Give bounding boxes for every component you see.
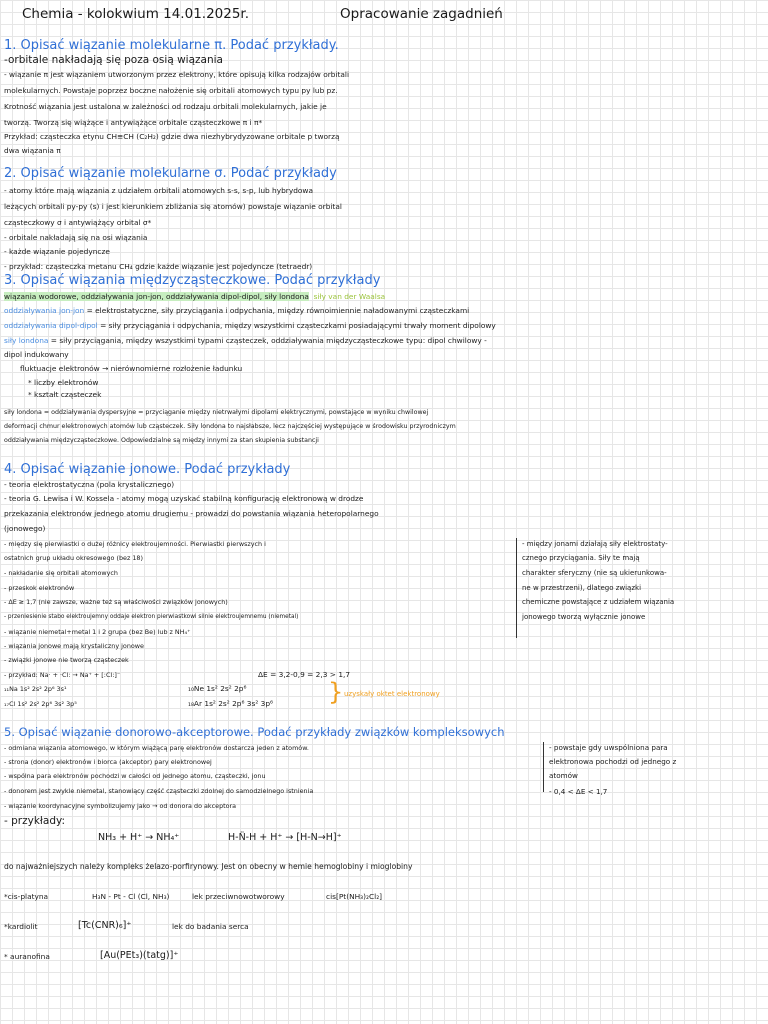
s4-line: - między się pierwiastki o dużej różnicy elektroujemności. Pierwiastki pierwszych i (4, 540, 266, 548)
s5-line: - odmiana wiązania atomowego, w którym wiążącą parę elektronów dostarcza jeden z atomów. (4, 744, 309, 752)
s3-line: fluktuacje elektronów → nierównomierne rozłożenie ładunku (20, 364, 243, 373)
s4-line: przekazania elektronów jednego atomu drugiemu - prowadzi do powstania wiązania heteropolarnego (4, 509, 379, 518)
s3-term: siły londona (4, 336, 49, 345)
s3-term: oddziaływania jon-jon (4, 306, 85, 315)
s4-note-line: chemiczne powstające z udziałem wiązania (522, 598, 675, 606)
s5-example-name: * auranofina (4, 952, 50, 961)
s3-intro-text: wiązania wodorowe, oddziaływania jon-jon, oddziaływania dipol-dipol, siły londona (4, 292, 309, 301)
s2-line: leżących orbitali py-py (s) i jest kierunkiem zbliżania się atomów) powstaje wiązanie orbital (4, 202, 342, 211)
s3-line (4, 336, 487, 346)
s5-line: - wiązanie koordynacyjne symbolizujemy jako → od donora do akceptora (4, 802, 237, 810)
s4-line: - teoria G. Lewisa i W. Kossela - atomy mogą uzyskać stabilną konfigurację elektronową w drodze (4, 494, 364, 503)
s5-formula: NH₃ + H⁺ → NH₄⁺ (98, 832, 180, 843)
s5-line: do najważniejszych należy kompleks żelazo-porfirynowy. Jest on obecny w hemie hemoglobiny i mioglobiny (4, 862, 413, 871)
section-2-heading: 2. Opisać wiązanie molekularne σ. Podać przykłady (4, 166, 337, 181)
s4-line: - wiązania jonowe mają krystaliczny jonowe (4, 642, 144, 650)
s1-line: -orbitale nakładają się poza osią wiązania (4, 54, 223, 66)
s3-line (4, 321, 496, 331)
s5-line: - przykłady: (4, 815, 65, 827)
s5-note-line: - powstaje gdy uwspólniona para (549, 743, 668, 752)
s3-definition: = siły przyciągania, między wszystkimi typami cząsteczek, oddziaływania międzycząsteczkowe typu: dipol chwilowy - (48, 336, 487, 345)
s4-note-line: cznego przyciągania. Siły te mają (522, 554, 640, 562)
s4-delta-e: ΔE = 3,2-0,9 = 2,3 > 1,7 (258, 670, 351, 679)
s4-line: - przeniesienie stabo elektroujemny oddaje elektron pierwiastkowi silnie elektroujemnemu (niemetal) (4, 614, 299, 620)
page-subtitle: Opracowanie zagadnień (340, 6, 503, 22)
s4-line: - związki jonowe nie tworzą cząsteczek (4, 656, 129, 664)
s5-line: - strona (donor) elektronów i biorca (akceptor) pary elektronowej (4, 758, 212, 766)
s2-line: cząsteczkowy σ i antywiążący orbital σ* (4, 218, 152, 227)
s4-line: - przeskok elektronów (4, 584, 75, 592)
s4-config: ₁₀Ne 1s² 2s² 2p⁶ (188, 684, 247, 693)
s3-line: oddziaływania międzycząsteczkowe. Odpowiedzialne są między innymi za stan skupienia substancji (4, 437, 319, 444)
s4-config: ₁₁Na 1s² 2s² 2p⁶ 3s¹ (4, 685, 67, 693)
s1-line: tworzą. Tworzą się wiążące i antywiążące orbitale cząsteczkowe π i π* (4, 118, 263, 127)
s4-line: - wiązanie niemetal+metal 1 i 2 grupa (bez Be) lub z NH₄⁺ (4, 628, 191, 636)
s5-example-formula: H₃N - Pt - Cl (Cl, NH₃) (92, 892, 170, 901)
s4-note-line: ne w przestrzeni), dlatego związki (522, 584, 642, 592)
s1-line: - wiązanie π jest wiązaniem utworzonym przez elektrony, które opisują kilka rodzajów orbitali (4, 70, 350, 79)
s3-line: * kształt cząsteczek (28, 390, 102, 399)
section-4-heading: 4. Opisać wiązanie jonowe. Podać przykłady (4, 462, 291, 477)
s5-example-desc: lek przeciwnowotworowy (192, 892, 285, 901)
section-5-heading: 5. Opisać wiązanie donorowo-akceptorowe. Podać przykłady związków kompleksowych (4, 725, 505, 739)
s4-octet-note: uzyskały oktet elektronowy (344, 690, 440, 698)
curly-brace-icon: } (328, 678, 344, 706)
s1-line: Przykład: cząsteczka etynu CH≡CH (C₂H₂) gdzie dwa niezhybrydyzowane orbitale p tworzą (4, 132, 340, 141)
s4-line: ostatnich grup układu okresowego (bez 18) (4, 554, 143, 562)
s4-config: ₁₇Cl 1s² 2s² 2p⁶ 3s² 3p⁵ (4, 700, 77, 708)
s4-line: (jonowego) (4, 524, 46, 533)
s3-line: * liczby elektronów (28, 378, 99, 387)
s4-config: ₁₈Ar 1s² 2s² 2p⁶ 3s² 3p⁶ (188, 699, 274, 708)
s3-intro (4, 292, 385, 302)
s4-note-line: charakter sferyczny (nie są ukierunkowa- (522, 569, 667, 577)
s5-example-name: *cis-platyna (4, 892, 49, 901)
s4-line: - przykład: Na· + ·Cl: → Na⁺ + [:Cl:]⁻ (4, 671, 121, 679)
s5-line: - wspólna para elektronów pochodzi w całości od jednego atomu, cząsteczki, jonu (4, 772, 266, 780)
s5-example-formula: cis[Pt(NH₃)₂Cl₂] (326, 892, 383, 901)
divider-line (516, 538, 517, 638)
s3-line (4, 306, 469, 316)
divider-line (543, 742, 544, 792)
s3-term: oddziaływania dipol-dipol (4, 321, 98, 330)
s5-example-name: *kardiolit (4, 922, 38, 931)
s5-example-formula: [Tc(CNR)₆]⁺ (78, 920, 132, 931)
s1-line: Krotność wiązania jest ustalona w zależności od rodzaju orbitali molekularnych, jakie je (4, 102, 327, 111)
s4-line: - ΔE ≥ 1,7 (nie zawsze, ważne też są właściwości związków jonowych) (4, 598, 228, 606)
s2-line: - atomy które mają wiązania z udziałem orbitali atomowych s-s, s-p, lub hybrydowa (4, 186, 314, 195)
s5-formula: H-N̈-H + H⁺ → [H-N→H]⁺ (228, 832, 342, 843)
s5-example-formula: [Au(PEt₃)(tatg)]⁺ (100, 950, 179, 961)
s3-definition: = siły przyciągania i odpychania, między wszystkimi cząsteczkami posiadającymi trwały moment dipolowy (97, 321, 496, 330)
s1-line: molekularnych. Powstaje poprzez boczne nałożenie się orbitali atomowych typu py lub pz. (4, 86, 338, 95)
s5-note-line: - 0,4 < ΔE < 1,7 (549, 787, 608, 796)
page-title: Chemia - kolokwium 14.01.2025r. (22, 6, 250, 22)
s2-line: - przykład: cząsteczka metanu CH₄ gdzie każde wiązanie jest pojedyncze (tetraedr) (4, 262, 313, 271)
s4-line: - teoria elektrostatyczna (pola krystalicznego) (4, 480, 175, 489)
s2-line: - orbitale nakładają się na osi wiązania (4, 233, 148, 242)
section-1-heading: 1. Opisać wiązanie molekularne π. Podać przykłady. (4, 38, 339, 53)
s4-line: - nakładanie się orbitali atomowych (4, 569, 118, 577)
s1-line: dwa wiązania π (4, 146, 61, 155)
s5-example-desc: lek do badania serca (172, 922, 249, 931)
s3-line: siły londona = oddziaływania dyspersyjne = przyciąganie między nietrwałymi dipolami elektrycznymi, powstające w wyniku chwilowej (4, 409, 429, 416)
s3-line: dipol indukowany (4, 350, 69, 359)
s2-line: - każde wiązanie pojedyncze (4, 247, 110, 256)
s5-note-line: atomów (549, 771, 578, 780)
s3-line: deformacji chmur elektronowych atomów lub cząsteczek. Siły londona to najsłabsze, lecz najczęściej występujące w środowisku przyrodniczym (4, 423, 456, 430)
s3-definition: = elektrostatyczne, siły przyciągania i odpychania, między równoimiennie naładowanymi cząsteczkami (84, 306, 470, 315)
s3-intro-vdw: siły van der Waalsa (313, 292, 386, 301)
s4-note-line: - między jonami działają siły elektrostaty- (522, 540, 668, 548)
section-3-heading: 3. Opisać wiązania międzycząsteczkowe. Podać przykłady (4, 273, 381, 288)
s5-line: - donorem jest zwykle niemetal, stanowiący część cząsteczki zdolnej do samodzielnego istnienia (4, 787, 314, 795)
s5-note-line: elektronowa pochodzi od jednego z (549, 757, 677, 766)
s4-note-line: jonowego tworzą wyłącznie jonowe (522, 613, 646, 621)
